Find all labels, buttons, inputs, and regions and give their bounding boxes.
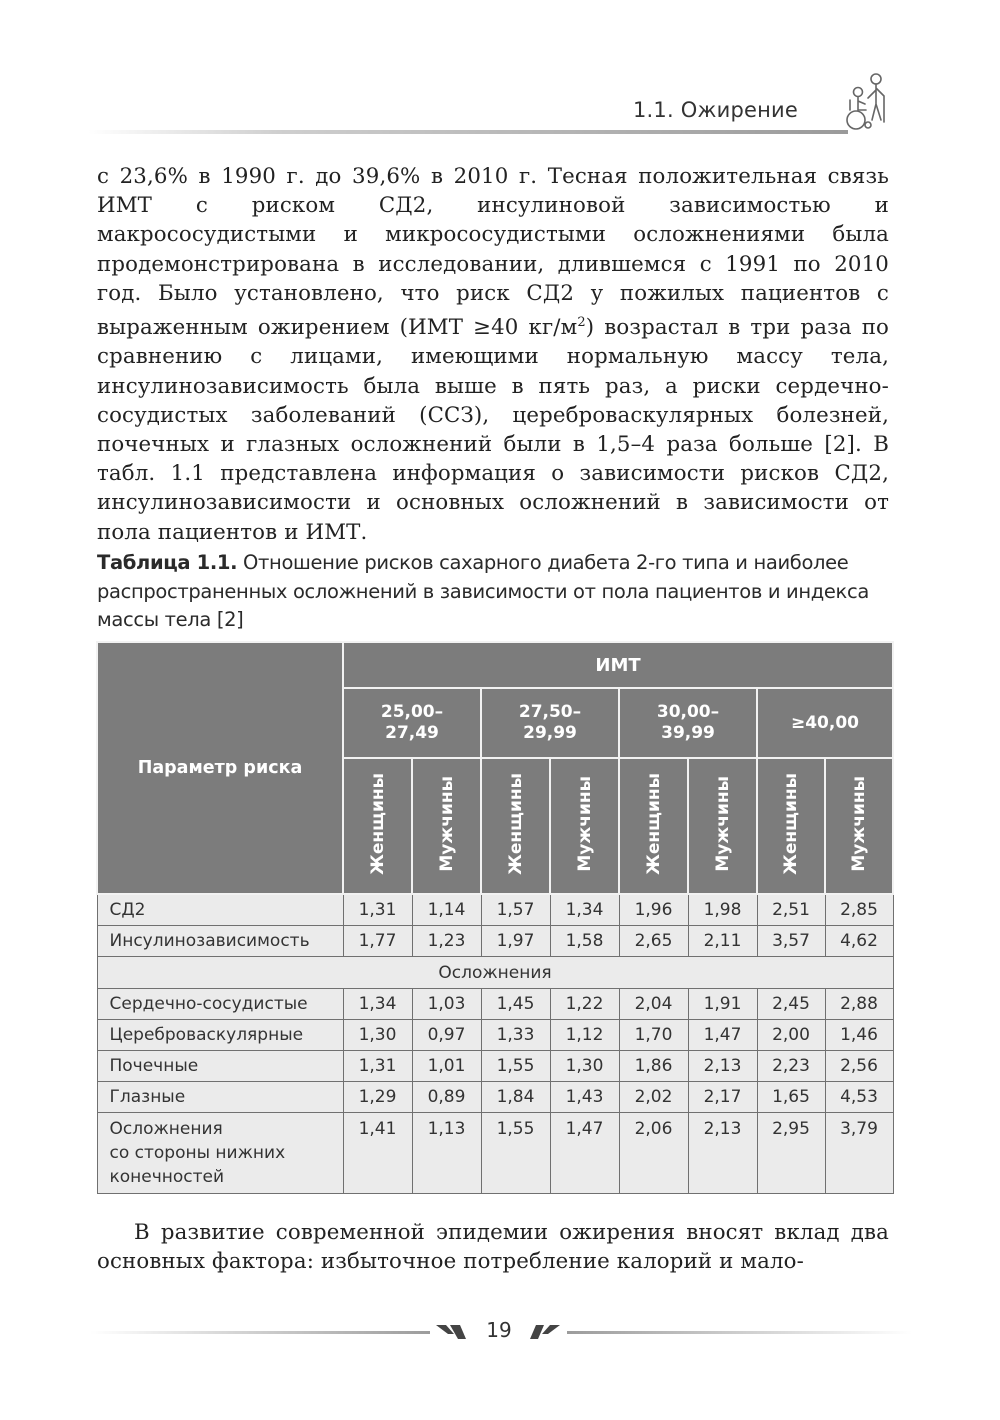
value-cell: 1,65 xyxy=(757,1082,825,1113)
value-cell: 1,30 xyxy=(343,1020,412,1051)
row-label: СД2 xyxy=(97,894,343,926)
women-header xyxy=(619,758,688,894)
value-cell: 3,57 xyxy=(757,926,825,957)
range-header xyxy=(481,688,619,758)
row-label: Почечные xyxy=(97,1051,343,1082)
women-label: Женщины xyxy=(367,772,388,875)
men-label: Мужчины xyxy=(574,775,595,872)
body-paragraph-2 xyxy=(97,1218,889,1276)
men-header xyxy=(825,758,893,894)
range-label: 25,00– 27,49 xyxy=(380,702,444,743)
value-cell: 1,98 xyxy=(688,894,757,926)
women-header xyxy=(343,758,412,894)
range-label: 27,50– 29,99 xyxy=(518,702,582,743)
row-label: Цереброваскулярные xyxy=(97,1020,343,1051)
value-cell: 1,46 xyxy=(825,1020,893,1051)
value-cell: 1,97 xyxy=(481,926,550,957)
footer-rule-left xyxy=(90,1331,430,1334)
value-cell: 2,65 xyxy=(619,926,688,957)
paragraph-2-text: В развитие современной эпидемии ожирения вносят вклад два основных фактора: избыточное потребление калорий и мало- xyxy=(97,1220,889,1275)
value-cell: 1,45 xyxy=(481,989,550,1020)
women-header xyxy=(757,758,825,894)
value-cell: 2,95 xyxy=(757,1113,825,1194)
ornament-right-icon xyxy=(528,1322,562,1342)
men-header xyxy=(412,758,481,894)
value-cell: 0,97 xyxy=(412,1020,481,1051)
value-cell: 1,14 xyxy=(412,894,481,926)
value-cell: 1,31 xyxy=(343,894,412,926)
value-cell: 1,47 xyxy=(550,1113,619,1194)
men-label: Мужчины xyxy=(849,775,869,872)
row-label: Инсулинозависимость xyxy=(97,926,343,957)
value-cell: 2,13 xyxy=(688,1113,757,1194)
body-paragraph-1 xyxy=(97,162,889,547)
value-cell: 2,04 xyxy=(619,989,688,1020)
value-cell: 1,57 xyxy=(481,894,550,926)
value-cell: 1,12 xyxy=(550,1020,619,1051)
row-label: Сердечно-сосудистые xyxy=(97,989,343,1020)
men-label: Мужчины xyxy=(436,775,457,872)
range-header xyxy=(757,688,893,758)
paragraph-1-text-end: ) возрастал в три раза по сравнению с лицами, имеющими нормальную массу тела, инсулинозависимость была выше в пять раз, а риски сердечно-сосудистых заболеваний (ССЗ), цереброваскулярных болезней, почечных и глазных осложнений были в 1,5–4 раза больше [2]. В табл. 1.1 представлена информация о зависимости рисков СД2, инсулинозависимости и основных осложнений в зависимости от пола пациентов и ИМТ. xyxy=(97,315,890,545)
range-label: 30,00– 39,99 xyxy=(656,702,720,743)
running-title: 1.1. Ожирение xyxy=(633,98,798,122)
value-cell: 2,13 xyxy=(688,1051,757,1082)
value-cell: 2,85 xyxy=(825,894,893,926)
value-cell: 1,33 xyxy=(481,1020,550,1051)
value-cell: 1,91 xyxy=(688,989,757,1020)
table-row xyxy=(97,989,893,1020)
value-cell: 2,02 xyxy=(619,1082,688,1113)
men-header xyxy=(688,758,757,894)
row-label: Осложнения со стороны нижних конечностей xyxy=(97,1113,343,1194)
imt-header: ИМТ xyxy=(343,642,893,688)
value-cell: 1,47 xyxy=(688,1020,757,1051)
value-cell: 1,31 xyxy=(343,1051,412,1082)
value-cell: 2,17 xyxy=(688,1082,757,1113)
range-header xyxy=(619,688,757,758)
caption-text: Отношение рисков сахарного диабета 2-го типа и наиболее распространенных осложнений в зависимости от пола пациентов и индекса массы тела [2] xyxy=(97,551,869,631)
table-row xyxy=(97,1020,893,1051)
value-cell: 2,11 xyxy=(688,926,757,957)
table-row xyxy=(97,1082,893,1113)
risk-table xyxy=(96,641,894,1194)
value-cell: 1,34 xyxy=(343,989,412,1020)
value-cell: 1,84 xyxy=(481,1082,550,1113)
table-row xyxy=(97,894,893,926)
page-number: 19 xyxy=(486,1318,512,1342)
table-row xyxy=(97,1113,893,1194)
value-cell: 4,53 xyxy=(825,1082,893,1113)
value-cell: 1,55 xyxy=(481,1113,550,1194)
value-cell: 1,03 xyxy=(412,989,481,1020)
header-rule xyxy=(88,130,848,134)
elderly-couple-icon xyxy=(838,70,896,134)
value-cell: 2,56 xyxy=(825,1051,893,1082)
women-label: Женщины xyxy=(781,772,801,875)
caption-label: Таблица 1.1. xyxy=(97,551,238,574)
value-cell: 1,01 xyxy=(412,1051,481,1082)
value-cell: 2,45 xyxy=(757,989,825,1020)
table-caption xyxy=(97,549,889,635)
value-cell: 2,00 xyxy=(757,1020,825,1051)
value-cell: 1,23 xyxy=(412,926,481,957)
value-cell: 1,96 xyxy=(619,894,688,926)
ornament-left-icon xyxy=(434,1322,468,1342)
table-row xyxy=(97,926,893,957)
row-label: Глазные xyxy=(97,1082,343,1113)
table-body xyxy=(97,894,893,1194)
table-row xyxy=(97,1051,893,1082)
superscript: 2 xyxy=(577,315,586,331)
value-cell: 1,70 xyxy=(619,1020,688,1051)
range-header xyxy=(343,688,481,758)
value-cell: 3,79 xyxy=(825,1113,893,1194)
value-cell: 1,34 xyxy=(550,894,619,926)
value-cell: 2,23 xyxy=(757,1051,825,1082)
value-cell: 1,58 xyxy=(550,926,619,957)
value-cell: 2,88 xyxy=(825,989,893,1020)
men-header xyxy=(550,758,619,894)
value-cell: 2,51 xyxy=(757,894,825,926)
value-cell: 1,30 xyxy=(550,1051,619,1082)
range-label: ≥40,00 xyxy=(790,712,860,733)
value-cell: 1,41 xyxy=(343,1113,412,1194)
value-cell: 1,43 xyxy=(550,1082,619,1113)
param-header: Параметр риска xyxy=(97,642,343,894)
value-cell: 4,62 xyxy=(825,926,893,957)
women-label: Женщины xyxy=(505,772,526,875)
value-cell: 0,89 xyxy=(412,1082,481,1113)
value-cell: 1,29 xyxy=(343,1082,412,1113)
value-cell: 2,06 xyxy=(619,1113,688,1194)
value-cell: 1,13 xyxy=(412,1113,481,1194)
value-cell: 1,22 xyxy=(550,989,619,1020)
women-label: Женщины xyxy=(643,772,664,875)
value-cell: 1,55 xyxy=(481,1051,550,1082)
value-cell: 1,77 xyxy=(343,926,412,957)
section-row xyxy=(97,957,893,989)
footer-rule-right xyxy=(567,1331,912,1334)
section-label: Осложнения xyxy=(97,957,893,989)
value-cell: 1,86 xyxy=(619,1051,688,1082)
women-header xyxy=(481,758,550,894)
paragraph-1-text: с 23,6% в 1990 г. до 39,6% в 2010 г. Тесная положительная связь ИМТ с риском СД2, инсулиновой зависимостью и макрососудистыми и микрососудистыми осложнениями была продемонстрирована в исследовании, длившемся с 1991 по 2010 год. Было установлено, что риск СД2 у пожилых пациентов с выраженным ожирением (ИМТ ≥40 кг/м xyxy=(97,164,889,341)
men-label: Мужчины xyxy=(712,775,733,872)
